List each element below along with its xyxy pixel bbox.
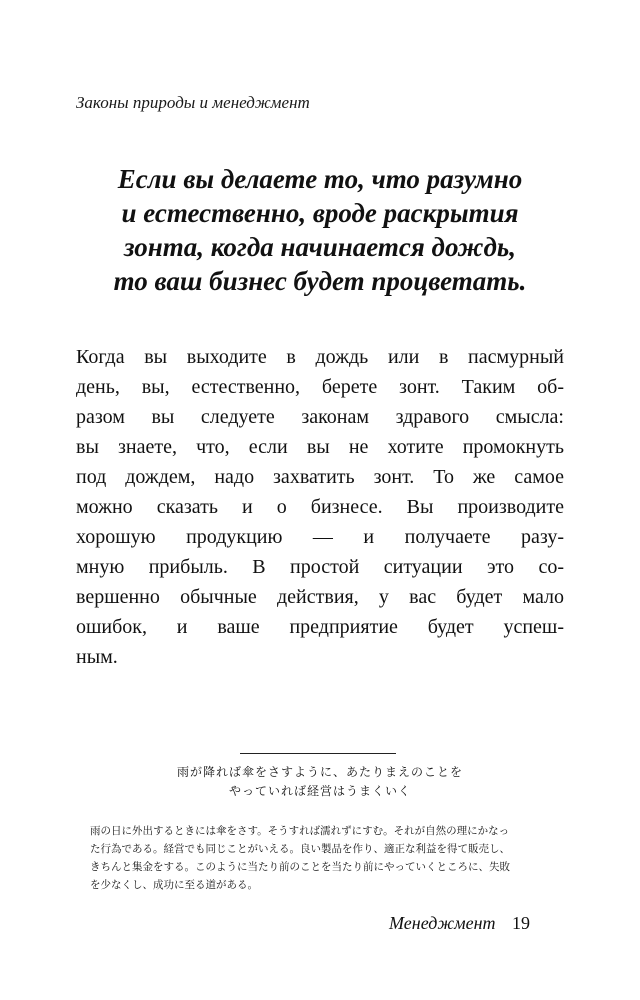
japanese-body-line: きちんと集金をする。このように当たり前のことを当たり前にやっていくところに、失敗 <box>90 861 510 873</box>
body-line: можно сказать и о бизнесе. Вы производите <box>76 496 564 518</box>
body-line: ным. <box>76 646 118 668</box>
epigraph-line: и естественно, вроде раскрытия <box>121 198 519 228</box>
japanese-body <box>90 822 560 894</box>
body-line: под дождем, надо захватить зонт. То же самое <box>76 466 564 488</box>
body-line: Когда вы выходите в дождь или в пасмурный <box>76 346 564 368</box>
epigraph-line: то ваш бизнес будет процветать. <box>113 266 527 296</box>
japanese-motto-line: 雨が降れば傘をさすように、あたりまえのことを <box>176 765 463 779</box>
body-line: вы знаете, что, если вы не хотите промокнуть <box>76 436 564 458</box>
body-line: мную прибыль. В простой ситуации это со- <box>76 556 564 578</box>
footer-section-title: Менеджмент <box>389 913 496 933</box>
japanese-body-line: を少なくし、成功に至る道がある。 <box>90 879 258 891</box>
page-footer <box>389 913 530 934</box>
japanese-motto <box>120 763 520 801</box>
running-header: Законы природы и менеджмент <box>76 93 310 112</box>
body-paragraph <box>76 342 564 672</box>
body-line: разом вы следуете законам здравого смысла: <box>76 406 564 428</box>
body-line: хорошую продукцию — и получаете разу- <box>76 526 564 548</box>
divider-rule <box>240 753 396 754</box>
page-number: 19 <box>512 913 530 933</box>
epigraph-line: Если вы делаете то, что разумно <box>117 164 523 194</box>
body-line: ошибок, и ваше предприятие будет успеш- <box>76 616 564 638</box>
epigraph-line: зонта, когда начинается дождь, <box>124 232 516 262</box>
japanese-body-line: 雨の日に外出するときには傘をさす。そうすれば濡れずにすむ。それが自然の理にかなっ <box>90 825 510 837</box>
japanese-motto-line: やっていれば経営はうまくいく <box>228 784 411 798</box>
japanese-body-line: た行為である。経営でも同じことがいえる。良い製品を作り、適正な利益を得て販売し、 <box>90 843 510 855</box>
body-line: день, вы, естественно, берете зонт. Таким об- <box>76 376 564 398</box>
body-line: вершенно обычные действия, у вас будет мало <box>76 586 564 608</box>
epigraph <box>80 162 560 298</box>
